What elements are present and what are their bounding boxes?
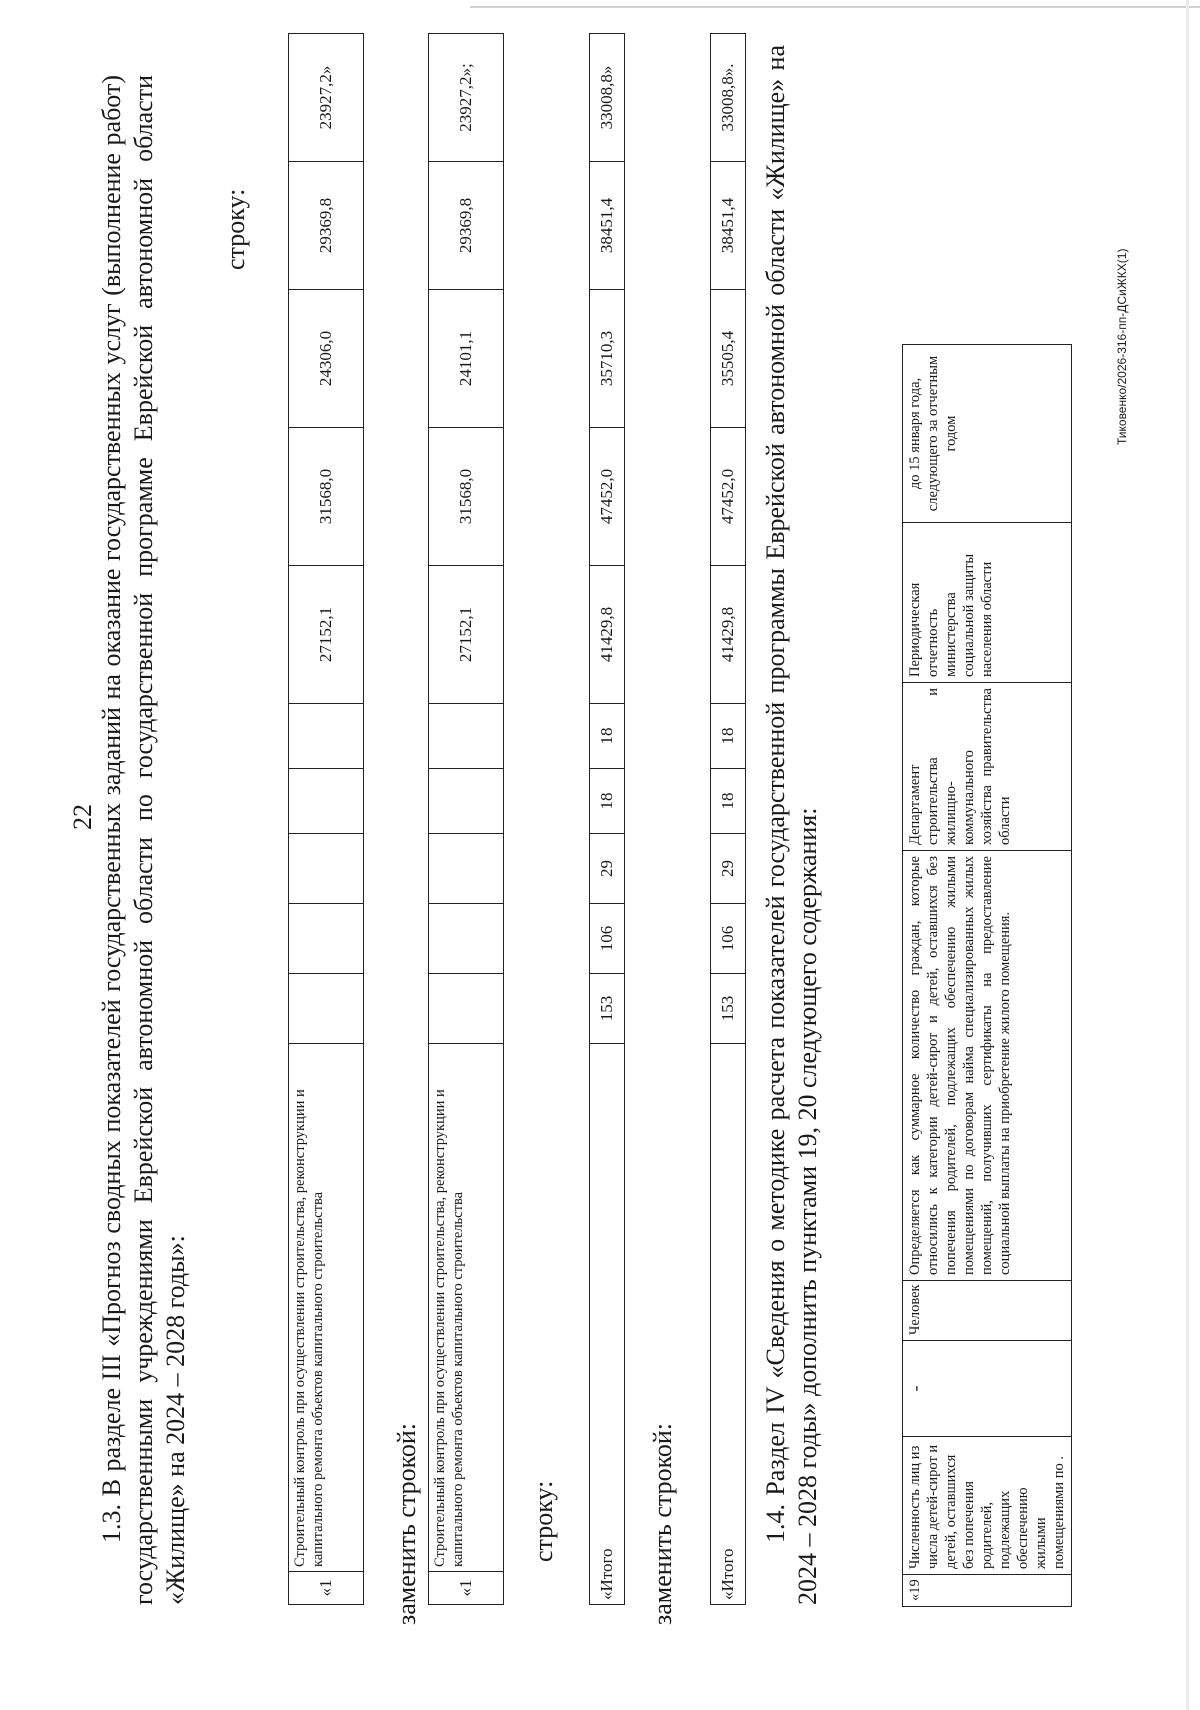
new-total-row xyxy=(710,33,746,1605)
value-cell: 106 xyxy=(711,904,746,974)
section-1-3-intro-text: 1.3. В разделе III «Прогноз сводных показателей государственных заданий на оказание государственных услуг (выполнение работ) государственными учреждениями Еврейской автономной области по государственной программе Еврейской автономной области «Жилище» на 2024 – 2028 годы»: xyxy=(97,75,190,1605)
row-number: «19 xyxy=(903,1575,1072,1607)
value-cell: 47452,0 xyxy=(590,428,625,566)
value-cell: 18 xyxy=(590,769,625,834)
value-cell: 23927,2»; xyxy=(429,34,504,162)
deadline-cell: до 15 января года, следующего за отчетным годом xyxy=(903,345,1072,523)
value-cell: 38451,4 xyxy=(590,162,625,290)
page-number: 22 xyxy=(68,804,97,830)
empty-cell xyxy=(289,704,364,769)
section-1-3-intro xyxy=(96,75,192,1605)
document-footer: Тиковенко/2026-316-пп-ДСиЖКХ(1) xyxy=(1115,248,1129,445)
row-number: «1 xyxy=(289,1572,364,1605)
old-total-row xyxy=(589,33,625,1605)
value-cell: 29369,8 xyxy=(289,162,364,290)
value-cell: 35505,4 xyxy=(711,290,746,428)
replace-label-1: заменить строкой: xyxy=(392,1422,421,1625)
unit-cell: Человек xyxy=(903,1281,1072,1341)
value-cell: 38451,4 xyxy=(711,162,746,290)
responsible-cell: Департамент строительства и жилищно-коммунального хозяйства правительства области xyxy=(903,683,1072,851)
row-text: Строительный контроль при осуществлении строительства, реконструкции и капитального ремонта объектов капитального строительства xyxy=(289,1044,364,1572)
value-cell: 27152,1 xyxy=(289,566,364,704)
empty-cell xyxy=(429,974,504,1044)
total-label: «Итого xyxy=(711,1044,746,1605)
method-cell: Определяется как суммарное количество граждан, которые относились к категории детей-сирот и детей, оставшихся без попечения родителей, подлежащих обеспечению жилыми помещениями по договорам найма специализированных жилых помещений, получивших сертификаты на предоставление социальной выплаты на приобретение жилого помещения. xyxy=(903,851,1072,1281)
value-cell: 31568,0 xyxy=(289,428,364,566)
value-cell: 24101,1 xyxy=(429,290,504,428)
value-cell: 24306,0 xyxy=(289,290,364,428)
empty-cell xyxy=(429,904,504,974)
value-cell: 27152,1 xyxy=(429,566,504,704)
value-cell: 33008,8». xyxy=(711,34,746,162)
value-cell: 33008,8» xyxy=(590,34,625,162)
empty-cell xyxy=(289,769,364,834)
row-number: «1 xyxy=(429,1572,504,1605)
empty-cell xyxy=(289,834,364,904)
empty-cell xyxy=(429,834,504,904)
old-control-row xyxy=(288,33,364,1605)
empty-cell xyxy=(289,904,364,974)
row-word-2: строку: xyxy=(529,1480,558,1562)
value-cell: 18 xyxy=(711,704,746,769)
new-control-row xyxy=(428,33,504,1605)
value-cell: 153 xyxy=(590,974,625,1044)
row-19-table xyxy=(902,344,1072,1607)
value-cell: 35710,3 xyxy=(590,290,625,428)
value-cell: 41429,8 xyxy=(711,566,746,704)
dash-cell: - xyxy=(903,1341,1072,1437)
value-cell: 41429,8 xyxy=(590,566,625,704)
empty-cell xyxy=(429,769,504,834)
value-cell: 29369,8 xyxy=(429,162,504,290)
replace-label-2: заменить строкой: xyxy=(648,1422,677,1625)
value-cell: 153 xyxy=(711,974,746,1044)
row-word-1: строку: xyxy=(221,188,250,270)
value-cell: 106 xyxy=(590,904,625,974)
value-cell: 18 xyxy=(590,704,625,769)
value-cell: 47452,0 xyxy=(711,428,746,566)
value-cell: 18 xyxy=(711,769,746,834)
empty-cell xyxy=(289,974,364,1044)
value-cell: 31568,0 xyxy=(429,428,504,566)
row-text: Строительный контроль при осуществлении строительства, реконструкции и капитального ремонта объектов капитального строительства xyxy=(429,1044,504,1572)
value-cell: 29 xyxy=(590,834,625,904)
value-cell: 23927,2» xyxy=(289,34,364,162)
indicator-name: Численность лиц из числа детей-сирот и детей, оставшихся без попечения родителей, подлежащих обеспечению жилыми помещениями по . xyxy=(903,1437,1072,1575)
value-cell: 29 xyxy=(711,834,746,904)
section-1-4-intro-text: 1.4. Раздел IV «Сведения о методике расчета показателей государственной программы Еврейской автономной области «Жилище» на 2024 – 2028 годы» дополнить пунктами 19, 20 следующего содержания: xyxy=(761,45,822,1605)
empty-cell xyxy=(429,704,504,769)
total-label: «Итого xyxy=(590,1044,625,1605)
source-cell: Периодическая отчетность министерства социальной защиты населения области xyxy=(903,523,1072,683)
section-1-4-intro xyxy=(760,45,824,1605)
